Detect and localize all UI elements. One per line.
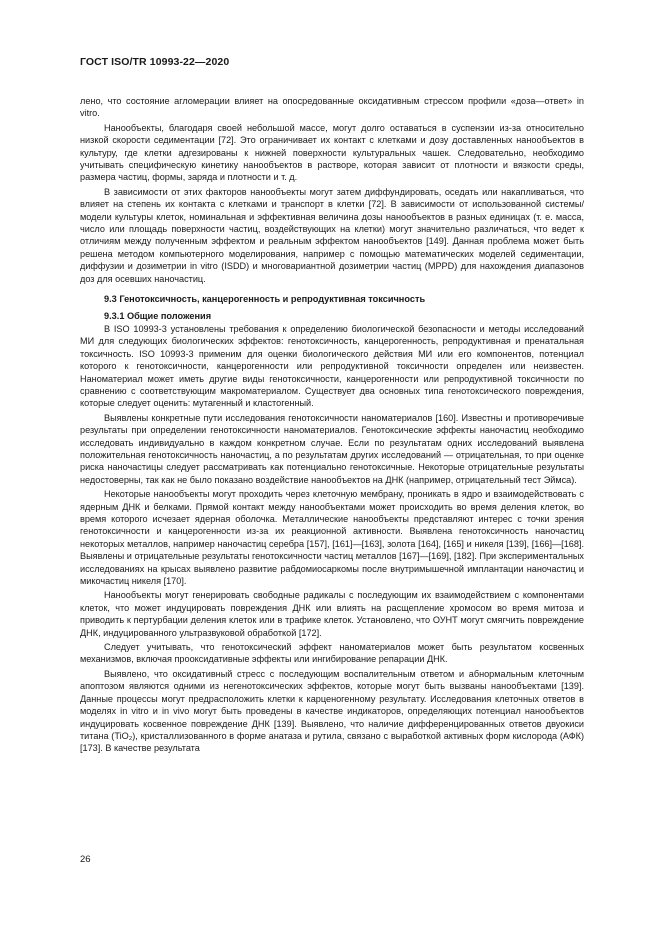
paragraph: Следует учитывать, что генотоксический эффект наноматериалов может быть результатом косвенных механизмов, включая прооксидативные эффекты или ингибирование репарации ДНК. — [80, 642, 584, 665]
paragraph: Выявлены конкретные пути исследования генотоксичности наноматериалов [160]. Известны и противоречивые результаты при определении генотоксичности наноматериалов. Генотоксические эффекты наночастиц необходимо исследовать индивидуально в каждом конкретном случае. Если по результатам одних исследований выявлена положительная генотоксичность наночастиц, а по результатам других исследований — отрицательная, то при оценке риска наночастицы следует рассматривать как потенциально генотоксичные. Некоторые отрицательные результаты недостоверны, так как не было показано воздействие нанообъектов на ДНК (например, отрицательный тест Эймса). — [80, 412, 584, 485]
section-heading: 9.3 Генотоксичность, канцерогенность и репродуктивная токсичность — [104, 294, 426, 305]
paragraph: лено, что состояние агломерации влияет на опосредованные оксидативным стрессом профили «доза—ответ» in vitro. — [80, 96, 584, 119]
paragraph: Выявлено, что оксидативный стресс с последующим воспалительным ответом и абнормальным клеточным апоптозом являются одними из негенотоксических эффектов, которые могут быть вызваны нанообъектами [139]. Данные процессы могут предрасположить клетки к карценогенному результату. Исследования клеточных ответов в моделях in vitro и in vivo могут быть проведены в качестве индикаторов, определяющих потенциал нанообъектов индуцировать косвенное повреждение ДНК [139]. Выявлено, что наличие дифференцированных ответов двуокиси титана (TiO₂), кристаллизованного в форме анатаза и рутила, связано с выработкой активных форм кислорода (АФК) [173]. В качестве результата — [80, 668, 584, 754]
page-number: 26 — [80, 854, 91, 865]
subsection-heading: 9.3.1 Общие положения — [104, 310, 212, 321]
paragraph: Нанообъекты могут генерировать свободные радикалы с последующим их взаимодействием с компонентами клеток, что может индуцировать повреждения ДНК или влиять на расщепление хромосом во время митоза и приводить к пертурбации деления клеток или в трафике клеток. Установлено, что ОУНТ могут смягчить повреждение ДНК, индуцированного ультразвуковой обработкой [172]. — [80, 590, 584, 638]
document-body — [80, 95, 584, 757]
paragraph: Нанообъекты, благодаря своей небольшой массе, могут долго оставаться в суспензии из-за относительно низкой скорости седиментации [72]. Это ограничивает их контакт с клетками и дозу доставленных нанообъектов в культуру, где клетки адгезированы к нижней поверхности культуральных чашек. Следовательно, необходимо учитывать специфическую кинетику нанообъектов в растворе, которая зависит от плотности и вязкости среды, размера частиц, формы, заряда и плотности и т. д. — [80, 122, 584, 183]
paragraph: Некоторые нанообъекты могут проходить через клеточную мембрану, проникать в ядро и взаимодействовать с ядерным ДНК и белками. Прямой контакт между нанообъектами может происходить во время деления клеток, во время которого исчезает ядерная оболочка. Металлические нанообъекты представляют интерес с точки зрения генотоксичности и канцерогенности из-за их реакционной активности. Выявлена генотоксичность наночастиц некоторых металлов, например наночастиц серебра [157], [161]—[163], золота [164], [165] и никеля [139], [166]—[168]. Выявлены и отрицательные результаты генотоксичности частиц металлов [167]—[169], [182]. При экспериментальных исследованиях на крысах выявлено развитие рабдомиосаркомы после внутримышечной имплантации наночастиц и микочастиц никеля [170]. — [80, 489, 584, 587]
paragraph: В зависимости от этих факторов нанообъекты могут затем диффундировать, оседать или накапливаться, что влияет на степень их контакта с клетками и транспорт в клетки [72]. В зависимости от использованной системы/модели культуры клеток, номинальная и эффективная величина дозы нанообъектов в разных единицах (т. е. масса, число или площадь поверхности частиц, воздействующих на клетки) могут значительно различаться, что ведет к отличиям между полученным эффектом и реальным эффектом нанообъектов [149]. Данная проблема может быть решена методом компьютерного моделирования, например с помощью математических моделей седиментации, диффузии и дозиметрии in vitro (ISDD) и многовариантной дозиметрии частиц (MPPD) для нахождения диапазонов доз для осевших наночастиц. — [80, 186, 584, 284]
document-header: ГОСТ ISO/TR 10993-22—2020 — [80, 56, 230, 68]
paragraph: В ISO 10993-3 установлены требования к определению биологической безопасности и методы исследований МИ для следующих биологических эффектов: генотоксичность, канцерогенность, репродуктивная и пренатальная токсичность. ISO 10993-3 применим для оценки биологического действия МИ или его компонентов, потенциал которого к генотоксичности, канцерогенности или репродуктивной токсичности определен или неизвестен. Наноматериал может иметь другие виды генотоксичности, канцерогенности или репродуктивной токсичности по сравнению с соответствующим макроматериалом. Существует два основных типа генотоксического повреждения, которые следует оценить: мутагенный и кластогенный. — [80, 323, 584, 409]
